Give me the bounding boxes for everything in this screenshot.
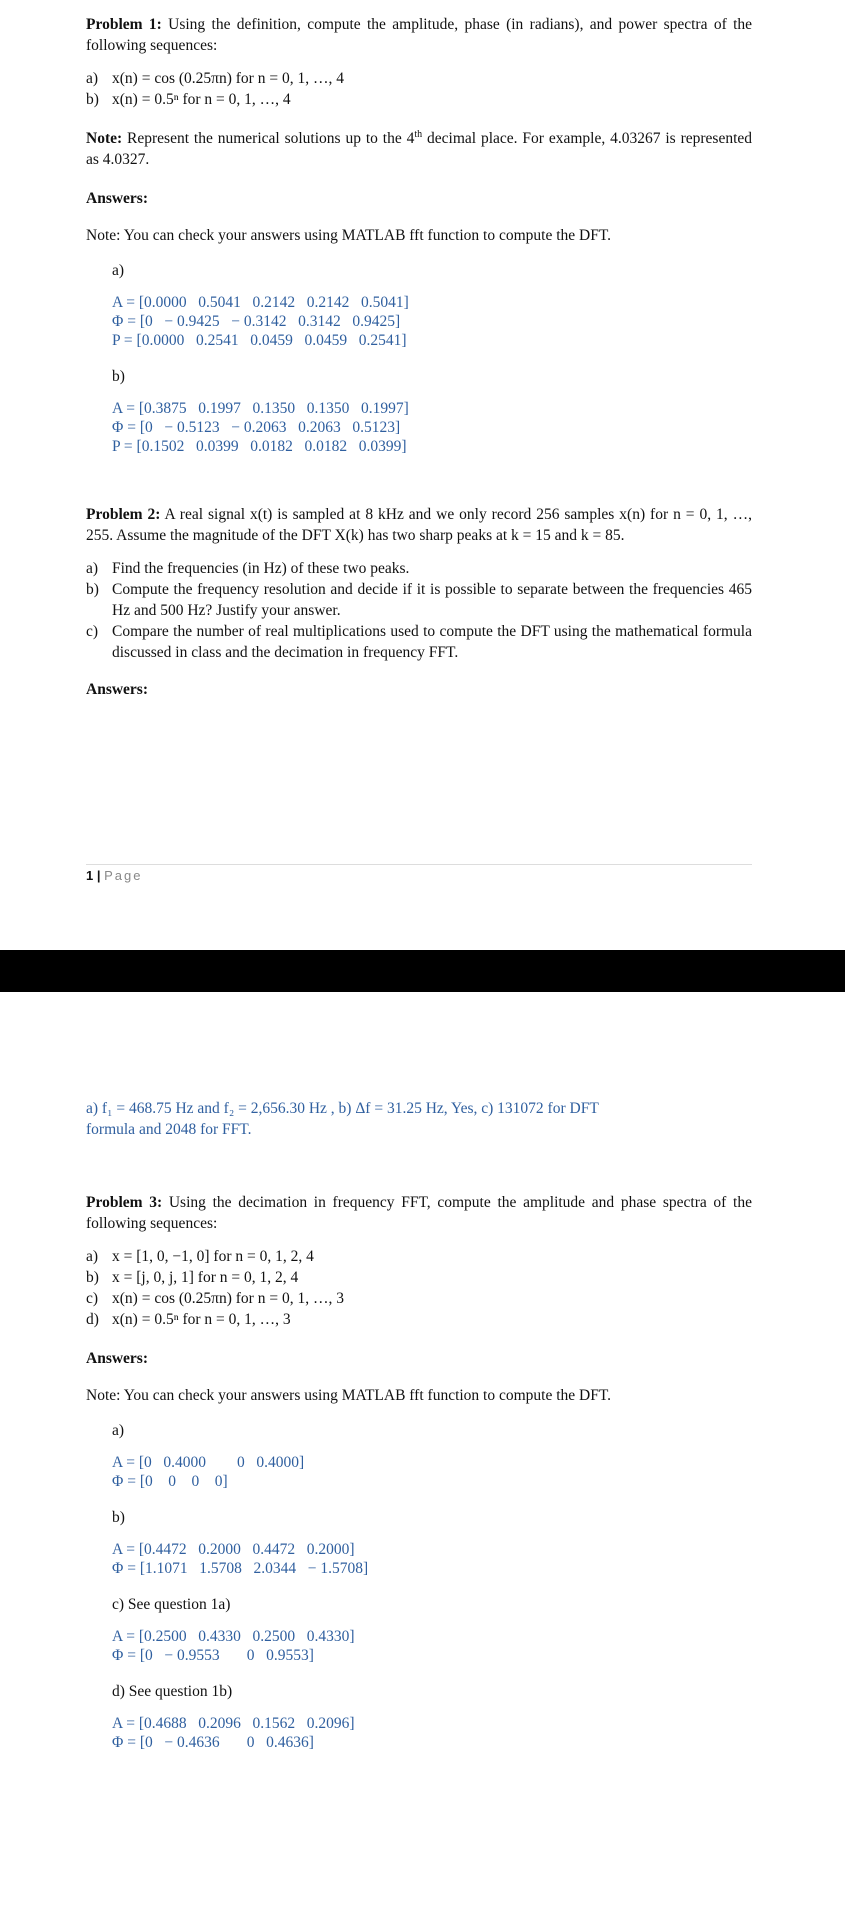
equation-line: Φ = [0 − 0.5123 − 0.2063 0.2063 0.5123] <box>112 419 401 436</box>
problem-1-heading: Problem 1: <box>86 16 162 33</box>
problem-3-check-note: Note: You can check your answers using MATLAB fft function to compute the DFT. <box>86 1387 612 1404</box>
problem-2-heading: Problem 2: <box>86 506 161 523</box>
problem-2-answers-heading: Answers: <box>86 681 148 698</box>
problem-1-note: Note: Represent the numerical solutions up to the 4th decimal place. For example, 4.03267 is represented as 4.0327. <box>86 128 753 168</box>
list-item: a) Find the frequencies (in Hz) of these two peaks. <box>86 560 410 577</box>
problem-3-part-a-answer <box>86 1453 752 1491</box>
problem-3-part-d-label: d) See question 1b) <box>112 1683 233 1700</box>
problem-3-part-c-answer <box>86 1627 752 1665</box>
problem-2-text: A real signal x(t) is sampled at 8 kHz and we only record 256 samples x(n) for n = 0, 1, …, 255. Assume the magnitude of the DFT X(k) has two sharp peaks at k = 15 and k = 85. <box>86 506 753 544</box>
equation-line: A = [0 0.4000 0 0.4000] <box>112 1454 305 1471</box>
problem-3-text: Using the decimation in frequency FFT, compute the amplitude and phase spectra of the following sequences: <box>86 1194 752 1232</box>
problem-1-text: Using the definition, compute the amplitude, phase (in radians), and power spectra of the following sequences: <box>86 16 753 54</box>
list-item: a) x = [1, 0, −1, 0] for n = 0, 1, 2, 4 <box>86 1248 314 1265</box>
equation-line: A = [0.3875 0.1997 0.1350 0.1350 0.1997] <box>112 400 409 417</box>
problem-1-answers-heading: Answers: <box>86 190 148 207</box>
problem-2-answer-line: a) f₁ = 468.75 Hz and f₂ = 2,656.30 Hz , b) Δf = 31.25 Hz, Yes, c) 131072 for DFT <box>86 1100 599 1117</box>
problem-2-list <box>86 558 752 663</box>
problem-3-heading: Problem 3: <box>86 1194 163 1211</box>
document-page-1 <box>0 0 845 950</box>
list-item: c) x(n) = cos (0.25πn) for n = 0, 1, …, 3 <box>86 1290 344 1307</box>
equation-line: Φ = [0 0 0 0] <box>112 1473 228 1490</box>
problem-1-statement <box>86 14 752 56</box>
equation-line: A = [0.2500 0.4330 0.2500 0.4330] <box>112 1628 355 1645</box>
equation-line: Φ = [1.1071 1.5708 2.0344 − 1.5708] <box>112 1560 369 1577</box>
equation-line: Φ = [0 − 0.4636 0 0.4636] <box>112 1734 314 1751</box>
document-page-2 <box>0 992 845 1920</box>
page-2-content <box>86 1098 752 1752</box>
equation-line: Φ = [0 − 0.9553 0 0.9553] <box>112 1647 314 1664</box>
problem-3-answers-heading: Answers: <box>86 1350 148 1367</box>
list-item: b) x(n) = 0.5ⁿ for n = 0, 1, …, 4 <box>86 91 291 108</box>
page-footer: 1 | Page <box>86 868 143 883</box>
problem-3-statement <box>86 1192 752 1234</box>
equation-line: P = [0.0000 0.2541 0.0459 0.0459 0.2541] <box>112 332 407 349</box>
list-item: b) x = [j, 0, j, 1] for n = 0, 1, 2, 4 <box>86 1269 299 1286</box>
equation-line: P = [0.1502 0.0399 0.0182 0.0182 0.0399] <box>112 438 407 455</box>
problem-2-answer <box>86 1098 752 1140</box>
page-number: 1 <box>86 868 94 883</box>
page-separator <box>0 950 845 992</box>
page-1-content <box>86 14 752 700</box>
problem-1-check-note: Note: You can check your answers using MATLAB fft function to compute the DFT. <box>86 227 612 244</box>
problem-3-part-d-answer <box>86 1714 752 1752</box>
problem-3-part-c-label: c) See question 1a) <box>112 1596 231 1613</box>
problem-3-part-a-label: a) <box>112 1422 125 1439</box>
list-item: b) Compute the frequency resolution and decide if it is possible to separate between the frequencies 465 Hz and 500 Hz? Justify your answer. <box>86 581 752 619</box>
problem-1-part-a-answer <box>86 293 752 350</box>
list-item: a) x(n) = cos (0.25πn) for n = 0, 1, …, 4 <box>86 70 344 87</box>
problem-2-answer-line: formula and 2048 for FFT. <box>86 1121 252 1138</box>
list-item: d) x(n) = 0.5ⁿ for n = 0, 1, …, 3 <box>86 1311 291 1328</box>
problem-1-part-b-answer <box>86 399 752 456</box>
problem-3-part-b-answer <box>86 1540 752 1578</box>
problem-1-part-b-label: b) <box>112 368 125 385</box>
equation-line: A = [0.4688 0.2096 0.1562 0.2096] <box>112 1715 355 1732</box>
list-item: c) Compare the number of real multiplications used to compute the DFT using the mathematical formula discussed in class and the decimation in frequency FFT. <box>86 623 752 661</box>
problem-2-statement <box>86 504 752 546</box>
equation-line: Φ = [0 − 0.9425 − 0.3142 0.3142 0.9425] <box>112 313 401 330</box>
problem-3-part-b-label: b) <box>112 1509 125 1526</box>
problem-3-list <box>86 1246 752 1330</box>
equation-line: A = [0.4472 0.2000 0.4472 0.2000] <box>112 1541 355 1558</box>
equation-line: A = [0.0000 0.5041 0.2142 0.2142 0.5041] <box>112 294 409 311</box>
problem-1-part-a-label: a) <box>112 262 125 279</box>
problem-1-list <box>86 68 752 110</box>
footer-divider <box>86 864 752 865</box>
